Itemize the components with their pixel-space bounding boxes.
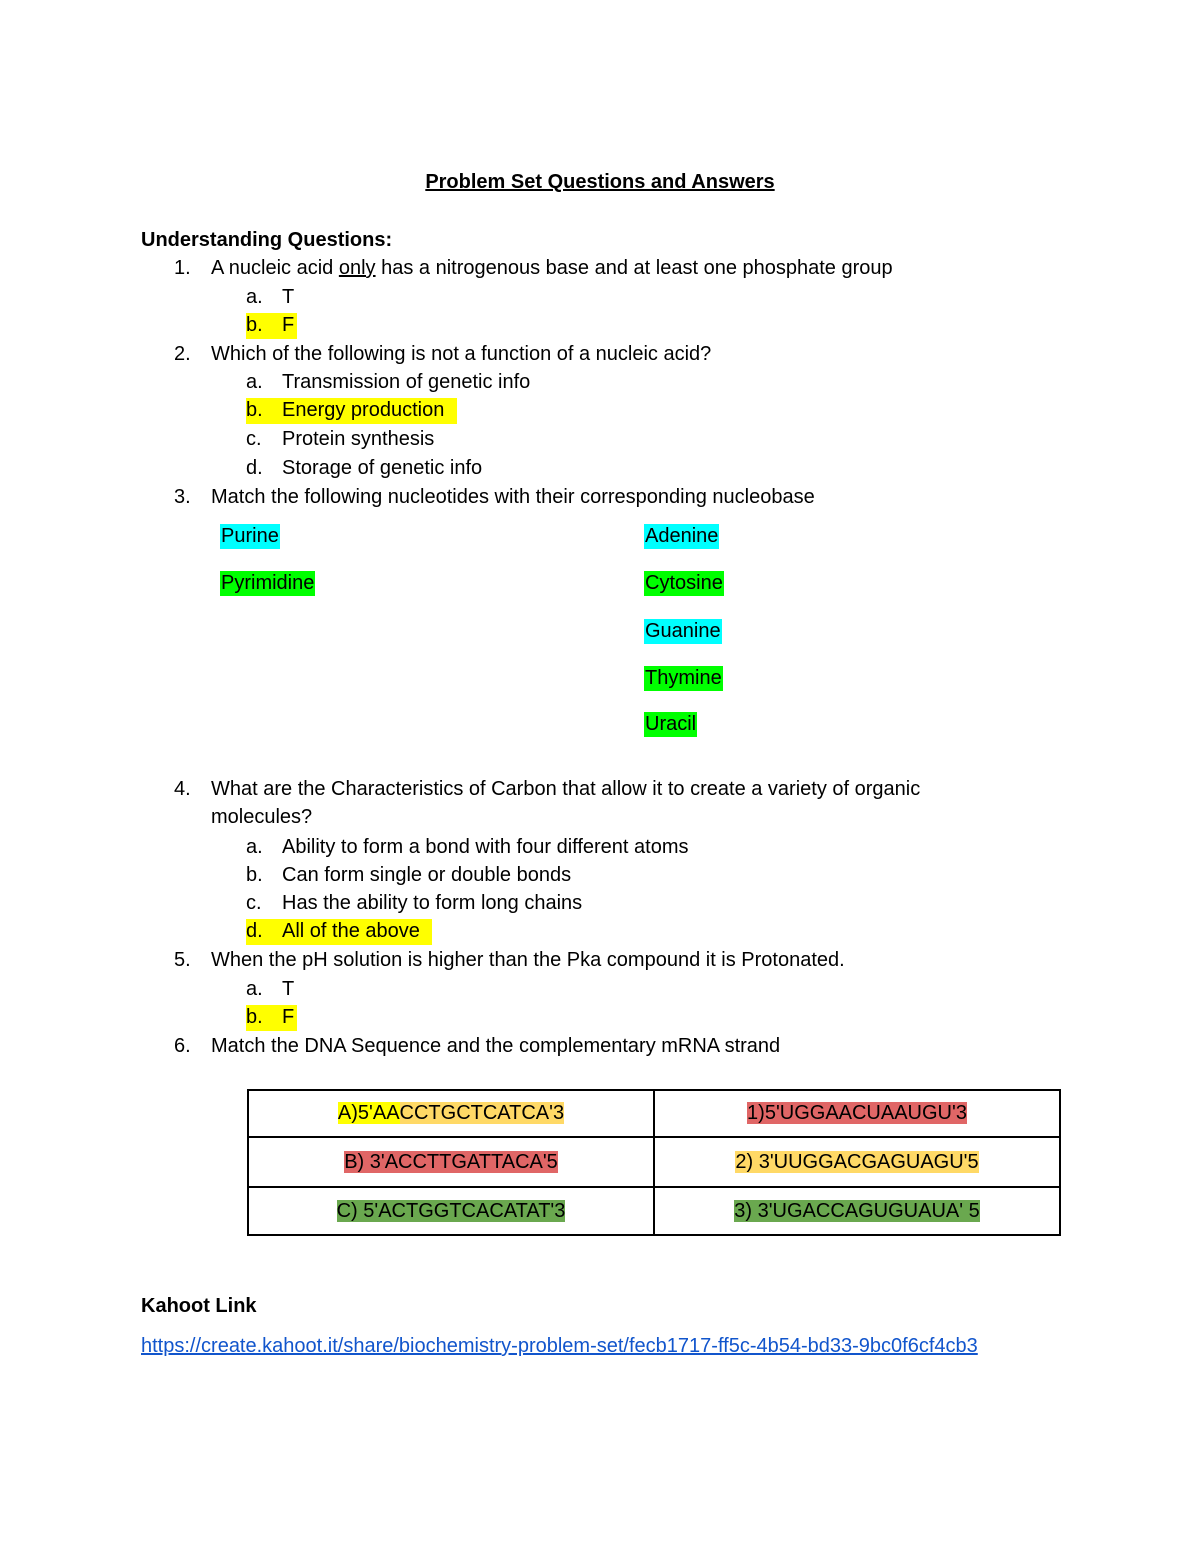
question-3-text: Match the following nucleotides with their corresponding nucleobase <box>211 486 815 508</box>
dna-sequence-c: C) 5'ACTGGTCACATAT'3 <box>248 1187 654 1235</box>
q2-option-b-text: Energy production <box>282 399 445 421</box>
question-1-number: 1. <box>174 257 191 279</box>
q5-option-b-text: F <box>282 1006 295 1028</box>
mrna-strand-2: 2) 3'UUGGACGAGUAGU'5 <box>654 1137 1060 1187</box>
thymine-label: Thymine <box>645 667 722 689</box>
section-heading: Understanding Questions: <box>141 229 393 251</box>
question-1-text: A nucleic acid only has a nitrogenous base and at least one phosphate group <box>211 257 893 279</box>
q2-option-a-text: Transmission of genetic info <box>282 371 531 393</box>
q5-option-b-letter: b. <box>246 1006 263 1028</box>
kahoot-link[interactable]: https://create.kahoot.it/share/biochemistry-problem-set/fecb1717-ff5c-4b54-bd33-9bc0f6cf4cb3 <box>141 1335 978 1357</box>
q2-option-a-letter: a. <box>246 371 263 393</box>
dna-sequence-a: A)5'AACCTGCTCATCA'3 <box>248 1090 654 1137</box>
q4-option-d-text: All of the above <box>282 920 420 942</box>
question-2-number: 2. <box>174 343 191 365</box>
table-row <box>248 1137 1060 1187</box>
q5-option-a-letter: a. <box>246 978 263 1000</box>
q4-option-c-letter: c. <box>246 892 262 914</box>
q5-option-a-text: T <box>282 978 295 1000</box>
q2-option-c-letter: c. <box>246 428 262 450</box>
mrna-strand-3: 3) 3'UGACCAGUGUAUA' 5 <box>654 1187 1060 1235</box>
question-4-number: 4. <box>174 778 191 800</box>
q1-option-b-letter: b. <box>246 314 263 336</box>
question-4-text-line-1: What are the Characteristics of Carbon that allow it to create a variety of organic <box>211 778 921 800</box>
q2-option-d-text: Storage of genetic info <box>282 457 483 479</box>
pyrimidine-label: Pyrimidine <box>221 572 315 594</box>
dna-sequence-b: B) 3'ACCTTGATTACA'5 <box>248 1137 654 1187</box>
q4-option-a-text: Ability to form a bond with four different atoms <box>282 836 689 858</box>
page-title: Problem Set Questions and Answers <box>425 171 775 193</box>
q2-option-b-letter: b. <box>246 399 263 421</box>
question-3-number: 3. <box>174 486 191 508</box>
q4-option-d-letter: d. <box>246 920 263 942</box>
q2-option-d-letter: d. <box>246 457 263 479</box>
q1-option-a-text: T <box>282 286 295 308</box>
sequence-table <box>247 1089 1061 1236</box>
q4-option-c-text: Has the ability to form long chains <box>282 892 583 914</box>
q2-option-c-text: Protein synthesis <box>282 428 435 450</box>
q4-option-b-text: Can form single or double bonds <box>282 864 572 886</box>
question-6-text: Match the DNA Sequence and the complementary mRNA strand <box>211 1035 781 1057</box>
adenine-label: Adenine <box>645 525 719 547</box>
question-6-number: 6. <box>174 1035 191 1057</box>
question-4-text-line-2: molecules? <box>211 806 313 828</box>
uracil-label: Uracil <box>645 713 697 735</box>
q1-option-b-text: F <box>282 314 295 336</box>
mrna-strand-1: 1)5'UGGAACUAAUGU'3 <box>654 1090 1060 1137</box>
table-row <box>248 1187 1060 1235</box>
table-row <box>248 1090 1060 1137</box>
purine-label: Purine <box>221 525 279 547</box>
q4-option-a-letter: a. <box>246 836 263 858</box>
cytosine-label: Cytosine <box>645 572 723 594</box>
q4-option-b-letter: b. <box>246 864 263 886</box>
guanine-label: Guanine <box>645 620 721 642</box>
kahoot-heading: Kahoot Link <box>141 1295 257 1317</box>
question-5-number: 5. <box>174 949 191 971</box>
question-5-text: When the pH solution is higher than the Pka compound it is Protonated. <box>211 949 845 971</box>
question-2-text: Which of the following is not a function of a nucleic acid? <box>211 343 712 365</box>
q1-option-a-letter: a. <box>246 286 263 308</box>
